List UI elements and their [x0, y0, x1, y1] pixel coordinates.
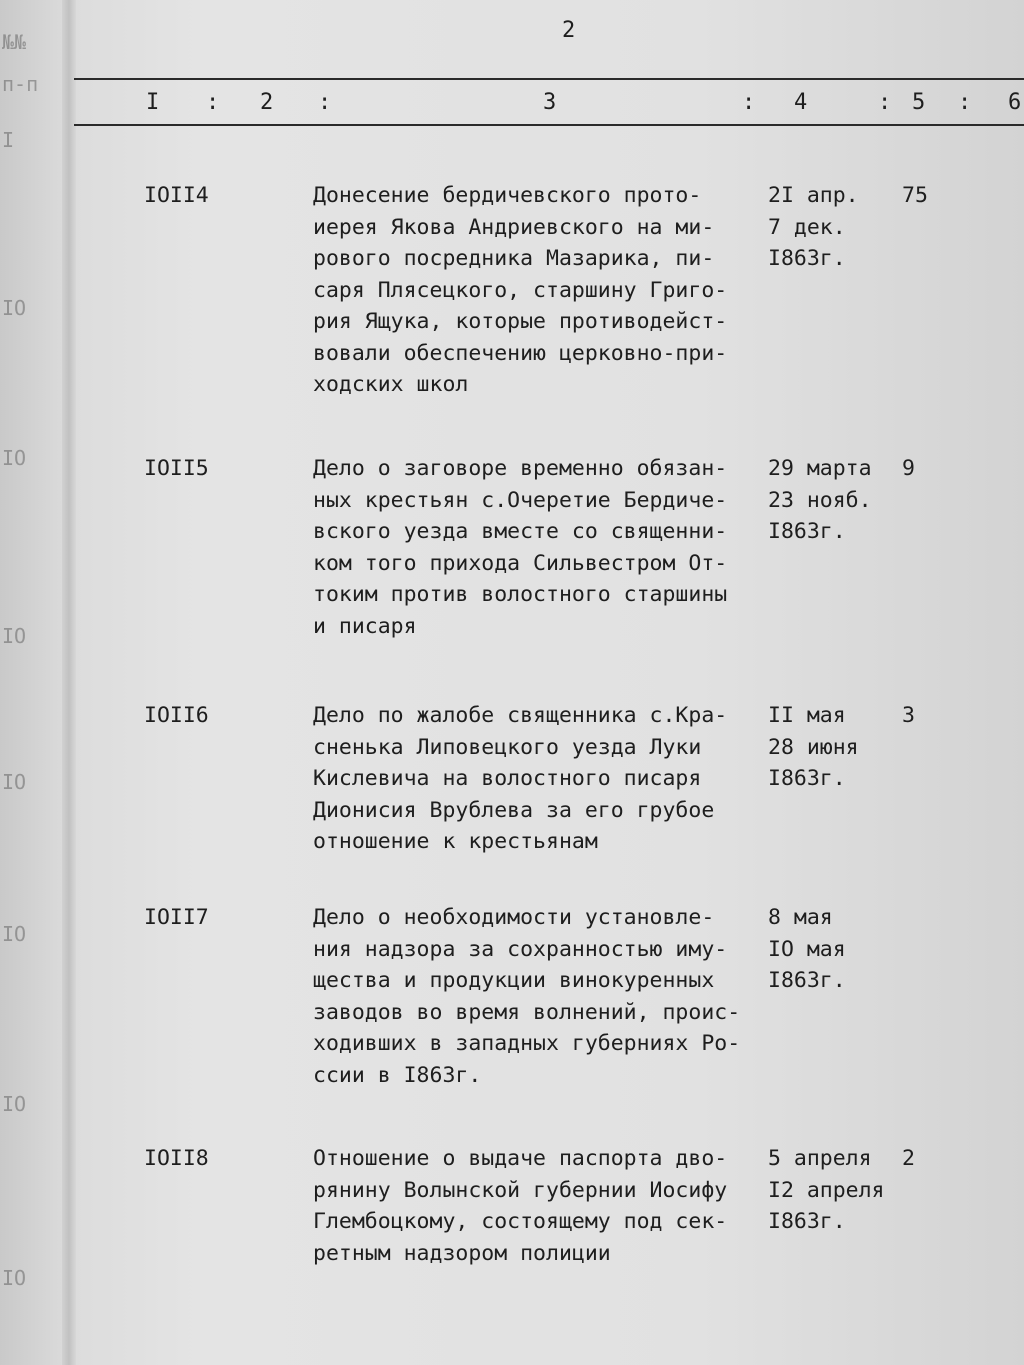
description-line: саря Плясецкого, старшину Григо- — [313, 277, 728, 303]
description-line: Дело о заговоре временно обязан- — [313, 456, 728, 481]
date-line: I2 апреля — [768, 1177, 885, 1203]
description-line: иерея Якова Андриевского на ми- — [313, 214, 715, 240]
column-header-3: 3 — [543, 90, 557, 115]
description-line: Кислевича на волостного писаря — [313, 766, 702, 791]
margin-mark: IO — [2, 624, 27, 648]
margin-mark: IO — [2, 1266, 27, 1290]
description-line: рового посредника Мазарика, пи- — [313, 246, 715, 271]
date-line: 5 апреля — [768, 1146, 872, 1171]
record-number: IOII8 — [144, 1146, 209, 1171]
column-separator: : — [958, 90, 972, 115]
description-line: Дело по жалобе священника с.Кра- — [313, 703, 728, 728]
margin-mark: №№ — [2, 30, 27, 54]
margin-mark: IO — [2, 922, 27, 946]
description-line: Дионисия Врублева за его грубое — [313, 797, 715, 823]
record-dates — [768, 700, 898, 795]
description-line: и писаря — [313, 613, 417, 639]
description-line: ных крестьян с.Очеретие Бердиче- — [313, 487, 728, 513]
margin-mark: IO — [2, 1092, 27, 1116]
margin-mark: IO — [2, 446, 27, 470]
date-line: 2I апр. — [768, 183, 859, 208]
record-sheet-count: 75 — [902, 183, 928, 208]
description-line: Донесение бердичевского прото- — [313, 183, 702, 208]
record-dates — [768, 902, 898, 997]
description-line: ходских школ — [313, 372, 469, 397]
header-rule-top — [74, 78, 1024, 80]
column-header-5: 5 — [912, 90, 926, 115]
date-line: 28 июня — [768, 734, 859, 760]
column-separator: : — [206, 90, 220, 115]
description-line: отношение к крестьянам — [313, 829, 598, 854]
header-rule-bottom — [74, 124, 1024, 126]
record-sheet-count: 9 — [902, 456, 915, 481]
description-line: Глембоцкому, состоящему под сек- — [313, 1209, 728, 1234]
date-line: 7 дек. — [768, 214, 846, 240]
description-line: токим против волостного старшины — [313, 582, 728, 607]
record-description — [313, 1143, 773, 1269]
description-line: Дело о необходимости установле- — [313, 905, 715, 930]
record-dates — [768, 180, 898, 275]
date-line: IO мая — [768, 936, 846, 962]
margin-mark: IO — [2, 770, 27, 794]
column-separator: : — [878, 90, 892, 115]
date-line: I863г. — [768, 246, 846, 271]
left-margin — [0, 0, 62, 1365]
description-line: заводов во время волнений, проис- — [313, 999, 741, 1025]
description-line: щества и продукции винокуренных — [313, 968, 715, 993]
description-line: рия Ящука, которые противодейст- — [313, 309, 728, 334]
margin-mark: I — [2, 128, 15, 152]
record-description — [313, 180, 773, 401]
column-separator: : — [742, 90, 756, 115]
column-header-1: I — [146, 90, 160, 115]
description-line: ком того прихода Сильвестром От- — [313, 550, 728, 576]
record-dates — [768, 453, 898, 548]
column-header-6: 6 — [1008, 90, 1022, 115]
record-sheet-count: 3 — [902, 703, 915, 728]
page-number: 2 — [562, 18, 576, 43]
record-number: IOII5 — [144, 456, 209, 481]
record-description — [313, 902, 773, 1091]
date-line: 8 мая — [768, 905, 833, 930]
record-description — [313, 453, 773, 642]
date-line: I863г. — [768, 519, 846, 544]
record-number: IOII7 — [144, 905, 209, 930]
description-line: рянину Волынской губернии Иосифу — [313, 1177, 728, 1203]
page-fold-shadow — [62, 0, 76, 1365]
description-line: сненька Липовецкого уезда Луки — [313, 734, 702, 760]
description-line: ссии в I863г. — [313, 1062, 482, 1088]
record-number: IOII4 — [144, 183, 209, 208]
description-line: Отношение о выдаче паспорта дво- — [313, 1146, 728, 1171]
column-header-2: 2 — [260, 90, 274, 115]
date-line: I863г. — [768, 766, 846, 791]
column-headers — [0, 90, 1024, 120]
record-sheet-count: 2 — [902, 1146, 915, 1171]
date-line: 23 нояб. — [768, 487, 872, 513]
description-line: вского уезда вместе со священни- — [313, 519, 728, 544]
column-separator: : — [318, 90, 332, 115]
date-line: I863г. — [768, 1209, 846, 1234]
record-dates — [768, 1143, 898, 1238]
record-number: IOII6 — [144, 703, 209, 728]
date-line: 29 марта — [768, 456, 872, 481]
description-line: вовали обеспечению церковно-при- — [313, 340, 728, 366]
record-description — [313, 700, 773, 858]
description-line: ния надзора за сохранностью иму- — [313, 936, 728, 962]
margin-mark: п-п — [2, 72, 39, 96]
description-line: ретным надзором полиции — [313, 1240, 611, 1266]
column-header-4: 4 — [794, 90, 808, 115]
date-line: II мая — [768, 703, 846, 728]
margin-mark: IO — [2, 296, 27, 320]
description-line: ходивших в западных губерниях Ро- — [313, 1031, 741, 1056]
date-line: I863г. — [768, 968, 846, 993]
